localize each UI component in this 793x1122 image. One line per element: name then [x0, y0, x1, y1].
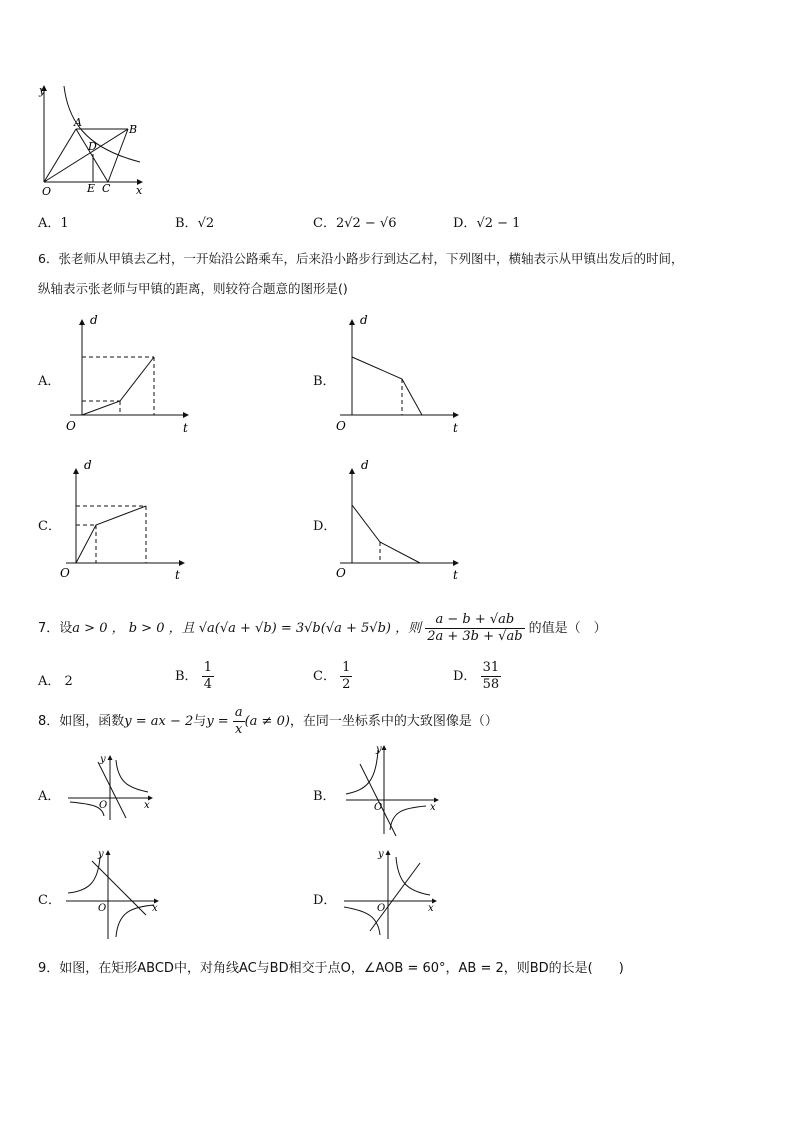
q5-figure [30, 80, 160, 200]
q6-option-b-letter[interactable]: B． [313, 374, 336, 389]
q8-c-label-y: y [98, 849, 104, 860]
q8-a-label-y: y [100, 754, 106, 765]
q5-option-a-letter: A． [38, 216, 61, 231]
q5-option-d-letter: D． [453, 216, 477, 231]
q7-option-b-num: 1 [203, 660, 212, 675]
q8-a-label-x: x [144, 800, 150, 811]
q5-label-x: x [136, 184, 143, 197]
q6-a-label-d: d [90, 313, 98, 327]
q5-option-c-letter: C． [313, 216, 336, 231]
q6-c-label-d: d [84, 458, 92, 472]
q5-option-d[interactable] [453, 212, 520, 231]
q5-label-y: y [39, 84, 46, 97]
q5-label-b: B [129, 123, 138, 136]
q6-d-label-o: O [336, 566, 346, 580]
q7-option-b-fraction [202, 660, 214, 693]
q5-label-d: D [88, 140, 97, 153]
q7-option-a-letter: A． [38, 674, 61, 689]
q6-a-label-t: t [183, 421, 188, 435]
q7-option-a[interactable] [38, 670, 73, 689]
q7-option-b-den: 4 [203, 677, 212, 692]
q7-option-c-num: 1 [342, 660, 351, 675]
q8-func2-fraction [233, 705, 245, 738]
q8-d-label-o: O [377, 903, 386, 914]
q5-option-c[interactable] [313, 212, 397, 231]
q7-option-c-fraction [340, 660, 352, 693]
q6-b-label-d: d [360, 313, 368, 327]
q8-d-label-x: x [428, 903, 434, 914]
q6-line-1: 6．张老师从甲镇去乙村，一开始沿公路乘车，后来沿小路步行到达乙村，下列图中，横轴表示从甲镇出发后的时间， [38, 251, 684, 266]
q5-label-o: O [42, 185, 52, 198]
q7-prefix: 7．设 [38, 621, 73, 636]
q8-option-b-letter[interactable]: B． [313, 789, 336, 804]
q6-d-label-t: t [453, 568, 458, 580]
q5-option-a-value: 1 [60, 216, 69, 231]
q7-fraction-numerator: a − b + √ab [425, 612, 524, 629]
q6-option-c-letter[interactable]: C． [38, 519, 61, 534]
q5-option-a[interactable] [38, 212, 69, 231]
q6-b-label-o: O [336, 419, 346, 433]
q6-graph-c[interactable] [56, 455, 196, 580]
q7-option-a-value: 2 [64, 674, 73, 689]
q6-option-d-letter[interactable]: D． [313, 519, 337, 534]
q6-d-label-d: d [361, 458, 369, 472]
q7-suffix: 的值是（ ） [528, 621, 607, 636]
q6-c-label-t: t [175, 568, 180, 580]
q8-graph-d[interactable] [340, 847, 440, 942]
q6-option-a-letter[interactable]: A． [38, 374, 61, 389]
q7-option-c-letter: C． [313, 669, 336, 684]
q8-prefix: 8．如图，函数 [38, 714, 125, 729]
q8-c-label-o: O [98, 903, 107, 914]
q8-graph-a[interactable] [64, 752, 159, 822]
q7-fraction [425, 612, 524, 645]
q8-func1: y = ax − 2 [124, 714, 194, 729]
q7-stem [38, 612, 607, 646]
q8-mid: 与 [193, 714, 207, 729]
q8-func2-cond: (a ≠ 0) [244, 714, 290, 729]
q8-graph-b[interactable] [342, 742, 442, 837]
q8-b-label-o: O [374, 802, 383, 813]
q8-stem [38, 705, 498, 739]
q5-option-c-value: 2√2 − √6 [335, 216, 397, 231]
q5-option-b[interactable] [175, 212, 214, 231]
q8-b-label-x: x [430, 802, 436, 813]
q8-a-label-o: O [99, 800, 108, 811]
q7-option-c[interactable] [313, 660, 352, 693]
q8-func2-den: x [235, 722, 243, 737]
q8-option-c-letter[interactable]: C． [38, 893, 61, 908]
q6-line-2: 纵轴表示张老师与甲镇的距离，则较符合题意的图形是() [38, 281, 348, 296]
q8-graph-c[interactable] [62, 847, 162, 942]
q5-label-e: E [87, 182, 96, 195]
q7-option-d-den: 58 [482, 677, 500, 692]
q7-option-b[interactable] [175, 660, 214, 693]
q6-graph-a[interactable] [60, 310, 200, 435]
q7-option-b-letter: B． [175, 669, 198, 684]
q6-b-label-t: t [453, 421, 458, 435]
q6-a-label-o: O [66, 419, 76, 433]
q5-option-b-letter: B． [175, 216, 198, 231]
q8-func2-num: a [234, 705, 243, 720]
q8-d-label-y: y [378, 849, 384, 860]
q5-label-a: A [74, 116, 82, 129]
q6-graph-d[interactable] [330, 455, 470, 580]
q7-option-d-num: 31 [482, 660, 500, 675]
q7-option-d[interactable] [453, 660, 501, 693]
q7-option-c-den: 2 [342, 677, 351, 692]
q6-graph-b[interactable] [330, 310, 470, 435]
q5-label-c: C [102, 182, 111, 195]
q8-option-a-letter[interactable]: A． [38, 789, 61, 804]
q8-c-label-x: x [152, 903, 158, 914]
q8-func2-lhs: y = [206, 714, 229, 729]
q9-stem: 9．如图，在矩形ABCD中，对角线AC与BD相交于点O，∠AOB = 60°，AB = 2，则BD的长是( ) [38, 961, 624, 976]
q6-c-label-o: O [60, 566, 70, 580]
q7-condition: a > 0 ， b > 0 ，且 √a(√a + √b) = 3√b(√a + 5√b) ，则 [72, 621, 422, 636]
q8-suffix: ，在同一坐标系中的大致图像是（） [289, 714, 498, 729]
q7-fraction-denominator: 2a + 3b + √ab [427, 629, 523, 644]
q7-option-d-letter: D． [453, 669, 477, 684]
q8-b-label-y: y [376, 744, 382, 755]
q7-option-d-fraction [481, 660, 502, 693]
q5-option-d-value: √2 − 1 [476, 216, 521, 231]
q5-option-b-value: √2 [197, 216, 215, 231]
q8-option-d-letter[interactable]: D． [313, 893, 337, 908]
